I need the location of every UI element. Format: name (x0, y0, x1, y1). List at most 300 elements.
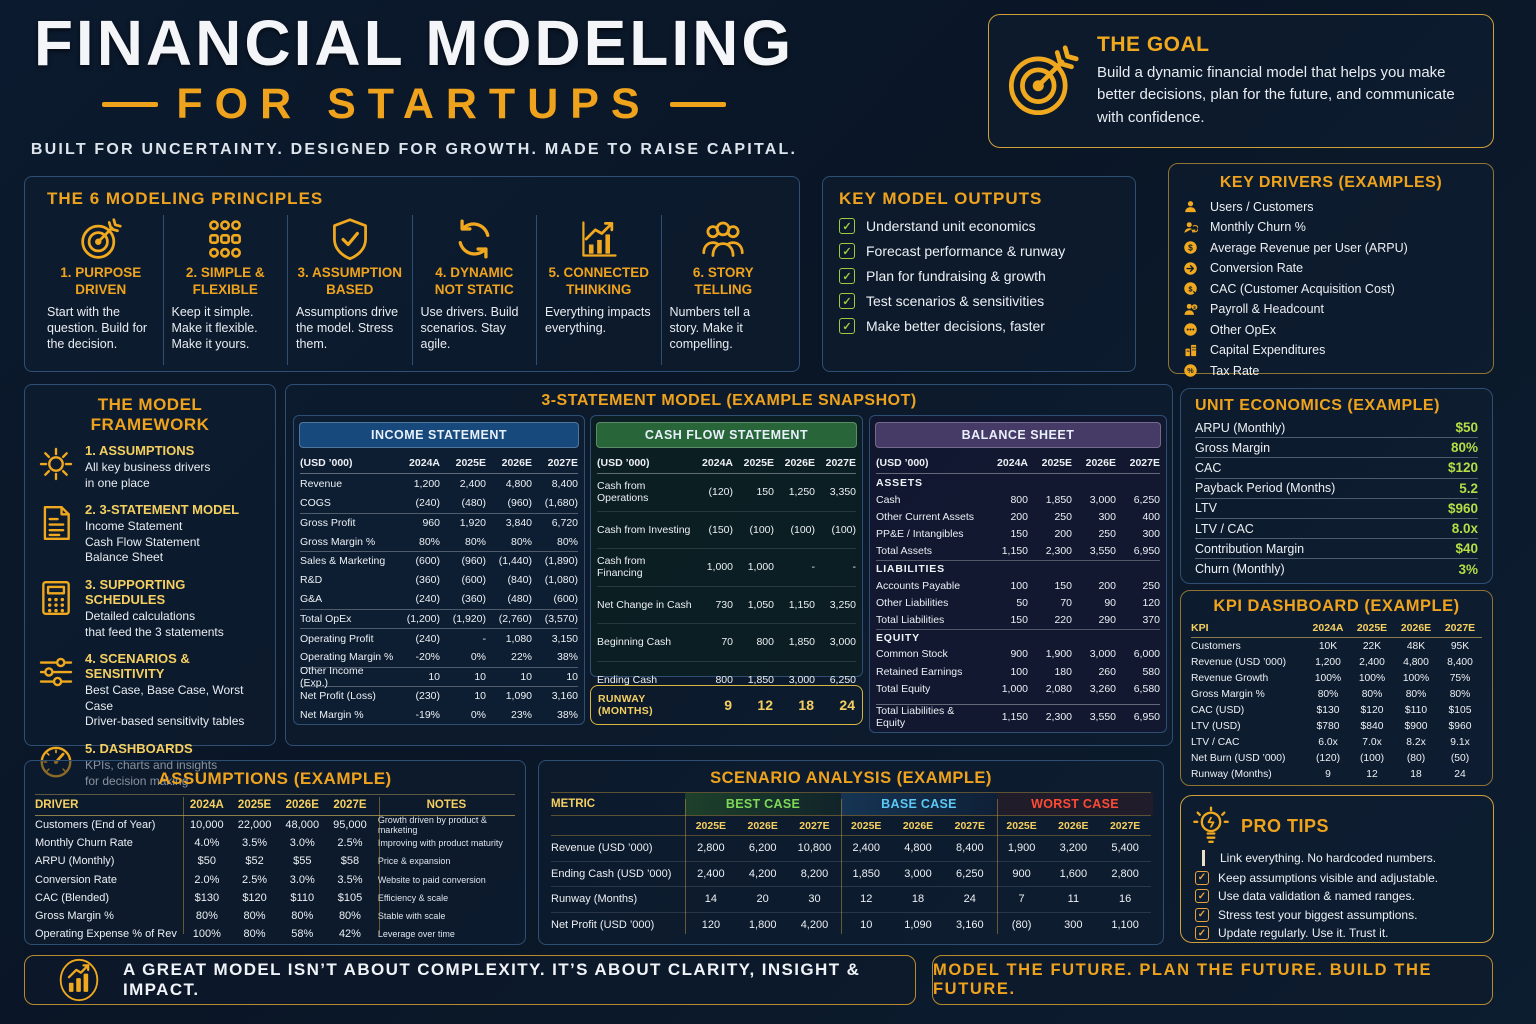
table-row (876, 629, 1160, 646)
cell-value: - (852, 561, 856, 574)
table-row (35, 852, 515, 870)
principle-desc: Start with the question. Build for the decision. (47, 304, 148, 352)
unit-label: (USD ’000) (300, 456, 353, 469)
cell-value: 3,550 (1089, 710, 1116, 723)
table-row (300, 474, 578, 493)
table-row (551, 887, 1151, 913)
row-label: Accounts Payable (876, 579, 961, 592)
cell-value: 80% (1361, 688, 1383, 700)
list-item (839, 318, 1119, 334)
framework-item-desc: KPIs, charts and insights for decision making (85, 757, 218, 788)
income-rows (300, 474, 578, 725)
row-label: Other Current Assets (876, 510, 975, 523)
cell-value: 220 (1054, 614, 1072, 627)
checkbox-icon: ✓ (839, 293, 855, 309)
col-header: 2024A (189, 799, 224, 811)
row-label: Runway (Months) (1191, 769, 1272, 781)
user-icon (1183, 199, 1198, 214)
row-label: R&D (300, 574, 323, 587)
cell-value: 6,000 (1133, 648, 1160, 661)
checkbox-icon: ✓ (839, 218, 855, 234)
cell-value: 58% (291, 928, 314, 941)
runway-strip (590, 685, 863, 725)
calculator-icon (37, 579, 75, 617)
list-item (1195, 908, 1481, 922)
cell-value: 3% (1458, 561, 1478, 577)
row-label: CAC (USD) (1191, 704, 1245, 716)
cell-value: 1,200 (1315, 656, 1341, 668)
cell-value: 100% (1314, 672, 1342, 684)
cell-value: 1,600 (1059, 867, 1088, 880)
income-statement-header: INCOME STATEMENT (299, 422, 579, 448)
cell-value: 8,200 (800, 867, 829, 880)
three-statement-title: 3-STATEMENT MODEL (EXAMPLE SNAPSHOT) (541, 392, 917, 409)
list-item-label: Update regularly. Use it. Trust it. (1218, 926, 1389, 940)
bottom-banner-right (932, 955, 1493, 1005)
list-item-label: Average Revenue per User (ARPU) (1210, 240, 1408, 255)
cell-value: 900 (1010, 648, 1028, 661)
cell-value: 120 (701, 919, 721, 932)
people-icon (701, 217, 745, 261)
cell-value: 5,400 (1111, 842, 1139, 855)
cell-value: 0% (470, 651, 486, 664)
cell-value: 3,000 (788, 674, 815, 687)
cell-value: $900 (1404, 721, 1428, 733)
cell-value: (120) (708, 486, 733, 499)
driver-col-header: DRIVER (35, 799, 79, 811)
cell-value: 2,800 (1111, 867, 1139, 880)
cell-value: 80% (464, 535, 486, 548)
row-label: LTV (1195, 501, 1217, 516)
cell-value: 10 (566, 671, 578, 684)
cell-value: 80% (338, 910, 361, 923)
col-header: 2025E (743, 456, 774, 469)
scenario-analysis-panel (538, 760, 1164, 945)
cell-value: (2,760) (498, 613, 532, 626)
bottom-banner-left (24, 955, 916, 1005)
drivers-title: KEY DRIVERS (EXAMPLES) (1219, 174, 1443, 191)
cell-value: 4.0% (194, 837, 220, 850)
cell-value: 80% (556, 535, 578, 548)
col-header: 2026E (1400, 622, 1432, 634)
cell-value: (480) (461, 496, 486, 509)
row-label: Churn (Monthly) (1195, 562, 1285, 577)
col-header: 2026E (285, 799, 319, 811)
table-row (1191, 735, 1482, 751)
row-label: Cash from Financing (597, 555, 646, 580)
list-item (1183, 322, 1479, 337)
col-header: 2025E (237, 799, 272, 811)
row-label: PP&E / Intangibles (876, 528, 964, 541)
cell-value: 18 (1410, 769, 1422, 781)
framework-item-title: 4. SCENARIOS & SENSITIVITY (85, 651, 190, 682)
cell-value: 3,200 (1059, 842, 1088, 855)
cell-value: (80) (1011, 919, 1032, 932)
table-row (300, 590, 578, 609)
cell-value: 250 (1098, 528, 1116, 541)
row-label: Gross Margin (1195, 440, 1271, 455)
list-item (1183, 199, 1479, 214)
cell-value: $120 (242, 891, 267, 904)
list-item-label: Users / Customers (1210, 199, 1314, 214)
framework-item-schedules (37, 577, 263, 640)
cell-value: 1,900 (1045, 648, 1072, 661)
list-item-label: Stress test your biggest assumptions. (1218, 907, 1418, 922)
table-row (1191, 702, 1482, 718)
row-label: ARPU (Monthly) (1195, 420, 1286, 435)
row-label: Sales & Marketing (300, 555, 386, 568)
cash-flow-columns-header (597, 452, 856, 474)
table-row (1191, 751, 1482, 767)
checkbox-icon: ✓ (1195, 889, 1209, 903)
notes-col-header: NOTES (426, 799, 467, 811)
framework-item-assumptions (37, 443, 263, 491)
cell-value: (840) (507, 574, 532, 587)
cursor-bar (1202, 850, 1205, 866)
cell-value: 80% (291, 910, 314, 923)
year-header: 2026E (747, 819, 778, 832)
table-row (300, 551, 578, 570)
cell-value: 30 (808, 893, 821, 906)
principle-desc: Assumptions drive the model. Stress them. (296, 304, 399, 352)
row-label: Payback Period (Months) (1195, 481, 1336, 496)
cell-value: 150 (756, 486, 774, 499)
table-row (300, 609, 578, 628)
opex-icon (1183, 322, 1198, 337)
row-label: Ending Cash (597, 674, 658, 687)
table-row (597, 624, 856, 662)
cell-value: 1,850 (788, 636, 815, 649)
row-label: Net Profit (USD ’000) (551, 919, 655, 932)
list-item (1195, 889, 1481, 903)
section-label: ASSETS (876, 476, 923, 489)
cell-value: $55 (293, 855, 312, 868)
cell-value: 1,100 (1111, 919, 1139, 932)
row-label: Gross Margin % (35, 910, 114, 923)
cell-value: $50 (197, 855, 217, 868)
cell-value: 80% (195, 910, 218, 923)
runway-value: 9 (724, 697, 732, 713)
framework-title: THE MODEL FRAMEWORK (90, 395, 210, 434)
cell-value: $40 (1455, 541, 1478, 557)
principle-assumption-based (287, 215, 412, 365)
table-row (1195, 458, 1478, 478)
year-header: 2025E (851, 819, 882, 832)
list-item (1183, 343, 1479, 358)
cell-value: 2.5% (242, 873, 268, 886)
cell-value: 23% (510, 709, 532, 722)
table-row (876, 474, 1160, 491)
row-label: Operating Profit (300, 632, 374, 645)
cell-value: (960) (461, 555, 486, 568)
row-label: Revenue (USD ’000) (1191, 656, 1287, 668)
cell-value: 1,200 (413, 477, 440, 490)
kpi-dashboard-title: KPI DASHBOARD (EXAMPLE) (1213, 597, 1460, 615)
list-item (1183, 220, 1479, 235)
kpi-rows (1191, 638, 1482, 783)
cell-value: 80% (1405, 688, 1427, 700)
table-row (35, 834, 515, 852)
row-label: Customers (1191, 640, 1241, 652)
framework-item-scenarios (37, 651, 263, 730)
list-item (1183, 281, 1479, 296)
page-title-accent: FOR STARTUPS (176, 80, 652, 129)
cell-value: 800 (756, 636, 774, 649)
cell-value: (1,440) (498, 555, 532, 568)
cell-value: 14 (704, 893, 718, 906)
cell-value: 1,000 (747, 561, 774, 574)
cell-value: 580 (1142, 665, 1160, 678)
table-row (35, 889, 515, 907)
cell-value: $120 (1360, 704, 1384, 716)
principles-panel (24, 176, 800, 372)
cell-value: 2,400 (459, 477, 486, 490)
row-label: Gross Margin % (1191, 688, 1265, 700)
row-label: Net Change in Cash (597, 598, 692, 611)
table-row (876, 526, 1160, 543)
cell-value: 1,090 (505, 690, 532, 703)
cell-value: $105 (1448, 704, 1472, 716)
cell-value: 400 (1142, 510, 1160, 523)
table-row (876, 594, 1160, 611)
cell-value: 200 (1010, 510, 1028, 523)
scenario-divider (841, 799, 842, 934)
row-label: Revenue (300, 477, 343, 490)
principle-connected (536, 215, 661, 365)
cash-flow-table (590, 415, 863, 687)
pro-tips-panel (1180, 795, 1494, 943)
row-note: Website to paid conversion (377, 874, 486, 885)
title-dash-left (102, 102, 158, 107)
kpi-col0: KPI (1191, 622, 1209, 634)
table-row (1191, 654, 1482, 670)
cell-value: $58 (340, 855, 360, 868)
row-label: Customers (End of Year) (35, 819, 156, 832)
principle-title: 3. ASSUMPTION BASED (297, 265, 402, 297)
row-note: Efficiency & scale (377, 892, 449, 903)
table-row (876, 680, 1160, 697)
table-row (1195, 479, 1478, 499)
list-item-label: Make better decisions, faster (866, 318, 1045, 334)
table-row (876, 704, 1160, 728)
table-row (1191, 670, 1482, 686)
outputs-list (839, 218, 1119, 334)
checkbox-icon: ✓ (1195, 871, 1209, 885)
cell-value: $840 (1360, 721, 1384, 733)
framework-item-title: 1. ASSUMPTIONS (85, 443, 195, 458)
payroll-icon (1183, 302, 1198, 317)
row-label: Conversion Rate (35, 873, 117, 886)
cell-value: (1,200) (406, 613, 440, 626)
cell-value: 3,160 (956, 919, 984, 932)
cell-value: (360) (461, 593, 486, 606)
table-row (300, 570, 578, 589)
year-header: 2025E (695, 819, 727, 832)
cell-value: 22% (510, 651, 532, 664)
cell-value: 1,850 (747, 674, 774, 687)
unit-economics-rows (1195, 418, 1478, 580)
row-label: Gross Profit (300, 516, 356, 529)
row-label: LTV / CAC (1195, 521, 1254, 536)
cell-value: 100 (1010, 579, 1028, 592)
checkbox-icon: ✓ (839, 243, 855, 259)
col-header: 2027E (1444, 622, 1476, 634)
table-row (300, 532, 578, 551)
cash-flow-header: CASH FLOW STATEMENT (596, 422, 857, 448)
framework-item-desc: All key business drivers in one place (85, 460, 211, 490)
row-label: G&A (300, 593, 323, 606)
cell-value: 1,150 (788, 598, 815, 611)
cell-value: 3.5% (242, 837, 268, 850)
cell-value: 2,400 (852, 842, 880, 855)
checkbox-icon: ✓ (1195, 926, 1209, 940)
row-label: Total Assets (876, 545, 933, 558)
row-label: CAC (1195, 460, 1222, 475)
list-item-label: Forecast performance & runway (866, 243, 1066, 259)
page-tagline: BUILT FOR UNCERTAINTY. DESIGNED FOR GROWTH. MADE TO RAISE CAPITAL. (30, 141, 798, 159)
table-row (300, 648, 578, 667)
cell-value: 1,150 (1001, 545, 1028, 558)
col-header: 2025E (1041, 456, 1072, 469)
cell-value: 4,800 (1403, 656, 1429, 668)
cell-value: 8,400 (1447, 656, 1473, 668)
list-item-label: Plan for fundraising & growth (866, 268, 1046, 284)
cell-value: 80% (1450, 440, 1478, 456)
cell-value: 1,150 (1001, 710, 1028, 723)
cell-value: 11 (1067, 893, 1080, 906)
row-label: Runway (Months) (551, 893, 638, 906)
cell-value: 10,000 (190, 819, 224, 832)
goal-content (1097, 33, 1477, 130)
row-label: Cash from Operations (597, 480, 649, 505)
framework-item-3statement (37, 502, 263, 566)
cell-value: 3.0% (289, 837, 315, 850)
balance-sheet-header: BALANCE SHEET (875, 422, 1161, 448)
list-item-label: Tax Rate (1210, 363, 1260, 378)
runway-value: 18 (798, 697, 814, 713)
row-label: Total Equity (876, 682, 931, 695)
cell-value: 9 (1325, 769, 1331, 781)
kpi-columns-header (1191, 619, 1482, 638)
row-label: Other Liabilities (876, 596, 949, 609)
cell-value: 1,050 (747, 598, 774, 611)
row-label: Retained Earnings (876, 665, 963, 678)
table-row (1195, 519, 1478, 539)
cell-value: 9.1x (1450, 737, 1470, 749)
cell-value: 4,200 (800, 919, 829, 932)
cell-value: (50) (1450, 753, 1470, 765)
cell-value: 3,350 (829, 486, 856, 499)
table-row (1195, 559, 1478, 579)
scenario-title: SCENARIO ANALYSIS (EXAMPLE) (710, 769, 992, 787)
cell-value: 2,400 (697, 867, 725, 880)
cell-value: (230) (415, 690, 440, 703)
year-header: 2027E (1109, 819, 1141, 832)
cell-value: 3,250 (829, 598, 856, 611)
col-header: 2024A (1312, 622, 1344, 634)
year-header: 2027E (799, 819, 830, 832)
principle-desc: Use drivers. Build scenarios. Stay agile. (420, 304, 519, 352)
svg-text:$: $ (1188, 242, 1193, 253)
cell-value: 1,850 (1045, 493, 1072, 506)
year-header: 2027E (954, 819, 985, 832)
svg-text:%: % (1187, 367, 1194, 376)
table-row (1191, 686, 1482, 702)
cell-value: 2.5% (337, 837, 363, 850)
framework-item-desc: Detailed calculations that feed the 3 statements (85, 608, 224, 639)
list-item-label: Understand unit economics (866, 218, 1036, 234)
shield-check-icon (328, 217, 372, 261)
list-item-label: CAC (Customer Acquisition Cost) (1210, 281, 1395, 296)
list-item-label: Other OpEx (1210, 322, 1276, 337)
key-drivers-panel (1168, 163, 1494, 378)
year-header: 2026E (1058, 819, 1089, 832)
banner-right-text: MODEL THE FUTURE. PLAN THE FUTURE. BUILD THE FUTURE. (933, 961, 1433, 998)
table-row (876, 663, 1160, 680)
cell-value: 6,250 (1133, 493, 1160, 506)
cell-value: $960 (1448, 721, 1472, 733)
cell-value: 200 (1054, 528, 1072, 541)
runway-label: RUNWAY (MONTHS) (598, 693, 653, 717)
cell-value: (100) (1359, 753, 1385, 765)
table-row (597, 512, 856, 550)
cell-value: $130 (194, 891, 220, 904)
assumptions-columns-header (35, 794, 515, 816)
row-label: Monthly Churn Rate (35, 837, 133, 850)
list-item-label: Capital Expenditures (1210, 343, 1326, 357)
col-header: 2024A (997, 456, 1028, 469)
checkbox-icon: ✓ (839, 268, 855, 284)
cell-value: 2,400 (1359, 656, 1385, 668)
cell-value: 100% (1402, 672, 1430, 684)
table-row (551, 862, 1151, 888)
assumptions-divider (183, 797, 184, 934)
cell-value: 70 (1060, 596, 1072, 609)
row-label: Total Liabilities & Equity (876, 704, 955, 729)
cell-value: 900 (1012, 867, 1031, 880)
cell-value: 3,150 (551, 632, 578, 645)
cell-value: (100) (749, 523, 774, 536)
row-label: Beginning Cash (597, 636, 672, 649)
cell-value: -19% (415, 709, 440, 722)
page-subtitle-row (28, 80, 800, 129)
runway-value: 12 (757, 697, 773, 713)
cell-value: 10K (1318, 640, 1338, 652)
cell-value: (240) (415, 593, 440, 606)
table-row (876, 577, 1160, 594)
page-title-block (28, 8, 800, 159)
svg-text:$: $ (1188, 284, 1193, 294)
framework-item-desc: Best Case, Base Case, Worst Case Driver-based sensitivity tables (85, 683, 245, 729)
cell-value: 1,920 (459, 516, 486, 529)
cell-value: 800 (715, 674, 733, 687)
table-row (551, 913, 1151, 939)
table-row (597, 474, 856, 512)
row-label: Cash (876, 493, 901, 506)
cell-value: 290 (1098, 614, 1116, 627)
table-row (300, 665, 578, 690)
principle-title: 4. DYNAMIC NOT STATIC (434, 265, 514, 297)
col-header: 2027E (825, 456, 856, 469)
cell-value: 5.2 (1459, 480, 1478, 496)
cell-value: 8,400 (956, 842, 984, 855)
row-label: Total OpEx (300, 613, 352, 626)
table-row (876, 612, 1160, 629)
cell-value: 730 (715, 598, 733, 611)
best-case-header: BEST CASE (685, 793, 841, 815)
metric-col-header: METRIC (551, 798, 596, 810)
principle-dynamic (412, 215, 537, 365)
